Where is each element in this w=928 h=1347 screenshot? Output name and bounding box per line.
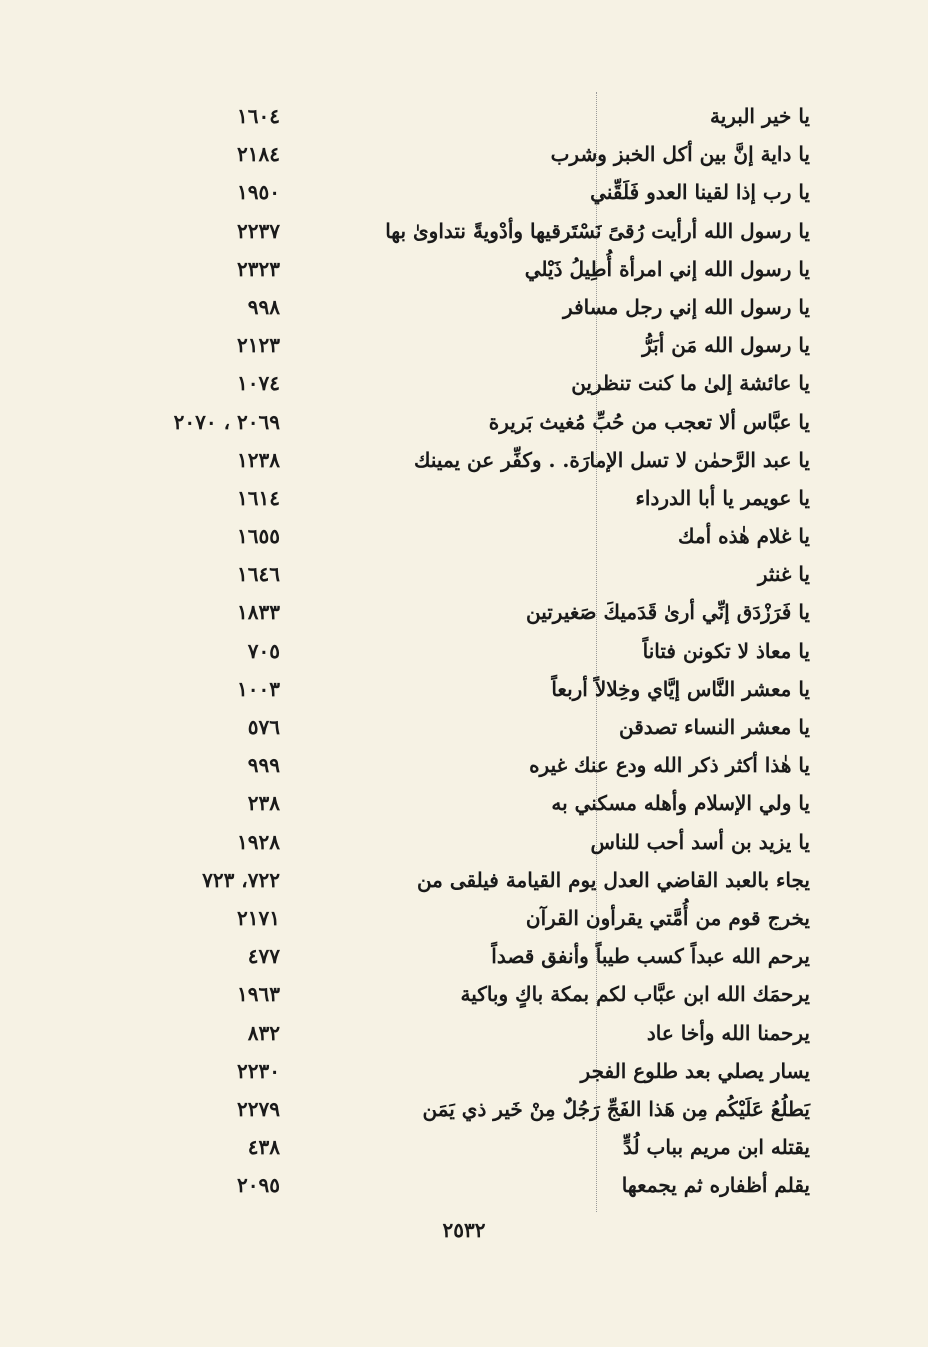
index-entry [0, 976, 928, 1014]
index-entry [0, 747, 928, 785]
index-entry [0, 1129, 928, 1167]
index-entry [0, 289, 928, 327]
index-entry [0, 824, 928, 862]
page-number: ٢٥٣٢ [442, 1218, 486, 1242]
entry-phrase: يا رسول الله إني رجل مسافر [563, 294, 810, 319]
entry-phrase: يا عبَّاس ألا تعجب من حُبِّ مُغيث بَريرة [488, 409, 810, 434]
entry-phrase: يا غلام هٰذه أمك [678, 524, 810, 549]
entry-reference: ١٦١٤ [237, 485, 280, 510]
entry-reference: ٧٠٥ [247, 638, 280, 663]
entry-phrase: يَطلُعُ عَلَيْكُم مِن هَذا الفَجِّ رَجُلٌ مِنْ خَير ذي يَمَن [422, 1096, 810, 1121]
index-entry [0, 1167, 928, 1205]
entry-reference: ٢١٢٣ [237, 333, 280, 358]
entry-phrase: يا رسول الله أرأيت رُقىً نَسْتَرقيها وأدْويةً نتداوىٰ بها [385, 218, 810, 243]
index-entries [0, 98, 928, 1205]
entry-phrase: يخرج قوم من أُمَّتي يقرأون القرآن [525, 905, 810, 930]
index-entry [0, 671, 928, 709]
index-entry [0, 633, 928, 671]
index-entry [0, 709, 928, 747]
entry-phrase: يا ولي الإسلام وأهله مسكني به [551, 791, 810, 816]
index-entry [0, 1053, 928, 1091]
index-entry [0, 404, 928, 442]
entry-reference: ٢٢٣٠ [237, 1058, 280, 1083]
index-entry [0, 327, 928, 365]
entry-phrase: يا معشر النَّاس إيَّاي وخِلالاً أربعاً [551, 676, 810, 701]
entry-phrase: يا معشر النساء تصدقن [618, 715, 810, 739]
entry-reference: ٢٢٣٧ [237, 218, 280, 243]
entry-phrase: يا فَرَزْدَق إنِّي أرىٰ قَدَميكَ صَغيرتين [525, 600, 810, 625]
entry-phrase: يا داية إنَّ بين أكل الخبز وشرب [550, 142, 810, 167]
entry-phrase: يقلم أظفاره ثم يجمعها [621, 1173, 810, 1198]
entry-reference: ١٩٦٣ [237, 982, 280, 1007]
entry-phrase: يا غنثر [757, 562, 810, 587]
index-entry [0, 136, 928, 174]
index-entry [0, 900, 928, 938]
entry-reference: ٢٠٦٩ ، ٢٠٧٠ [173, 409, 280, 434]
entry-reference: ٢١٨٤ [237, 142, 280, 167]
index-entry [0, 518, 928, 556]
entry-reference: ٤٣٨ [247, 1135, 280, 1160]
index-entry [0, 442, 928, 480]
entry-phrase: يا عبد الرَّحمٰن لا تسل الإمارَة. . وكفِّر عن يمينك [414, 447, 810, 472]
entry-reference: ١٦٤٦ [237, 562, 280, 587]
entry-reference: ١٠٧٤ [237, 371, 280, 396]
index-entry [0, 785, 928, 823]
entry-reference: ٢٣٢٣ [237, 256, 280, 281]
entry-reference: ٢٣٨ [247, 791, 280, 816]
entry-phrase: يا هٰذا أكثر ذكر الله ودع عنك غيره [529, 753, 810, 778]
entry-phrase: يا معاذ لا تكونن فتاناً [642, 638, 810, 663]
entry-phrase: يا رسول الله مَن أبَرُّ [642, 333, 810, 358]
entry-phrase: يرحمنا الله وأخا عاد [646, 1020, 810, 1045]
entry-reference: ٩٩٨ [247, 294, 280, 319]
entry-reference: ١٠٠٣ [237, 676, 280, 701]
entry-reference: ١٩٥٠ [237, 180, 280, 205]
entry-reference: ٢١٧١ [237, 905, 280, 930]
entry-reference: ١٩٢٨ [237, 829, 280, 854]
index-entry [0, 1015, 928, 1053]
entry-reference: ٨٣٢ [247, 1020, 280, 1045]
index-entry [0, 938, 928, 976]
index-entry [0, 213, 928, 251]
entry-phrase: يسار يصلي بعد طلوع الفجر [580, 1058, 810, 1083]
entry-phrase: يجاء بالعبد القاضي العدل يوم القيامة فيلقى من [416, 867, 810, 892]
entry-phrase: يرحم الله عبداً كسب طيباً وأنفق قصداً [491, 944, 810, 969]
entry-reference: ٢٢٧٩ [237, 1096, 280, 1121]
entry-reference: ٢٠٩٥ [237, 1173, 280, 1198]
entry-phrase: يا عائشة إلىٰ ما كنت تنظرين [571, 371, 810, 396]
index-entry [0, 862, 928, 900]
index-entry [0, 556, 928, 594]
entry-reference: ١٦٥٥ [237, 524, 280, 549]
entry-phrase: يا يزيد بن أسد أحب للناس [590, 829, 810, 854]
index-entry [0, 480, 928, 518]
index-entry [0, 1091, 928, 1129]
entry-reference: ١٨٣٣ [237, 600, 280, 625]
entry-reference: ١٢٣٨ [237, 447, 280, 472]
entry-reference: ٧٢٢، ٧٢٣ [202, 867, 280, 892]
index-entry [0, 174, 928, 212]
entry-phrase: يا رسول الله إني امرأة أُطِيلُ ذَيْلي [524, 256, 810, 281]
index-entry [0, 251, 928, 289]
index-entry [0, 594, 928, 632]
entry-phrase: يقتله ابن مريم بباب لُدٍّ [622, 1135, 810, 1160]
index-entry [0, 365, 928, 403]
entry-reference: ٩٩٩ [247, 753, 280, 778]
index-entry [0, 98, 928, 136]
entry-reference: ٤٧٧ [247, 944, 280, 969]
entry-phrase: يا خير البرية [709, 104, 810, 128]
entry-phrase: يرحمَك الله ابن عبَّاب لكم بمكة باكٍ وباكية [460, 982, 810, 1007]
entry-reference: ٥٧٦ [247, 715, 280, 739]
entry-reference: ١٦٠٤ [237, 104, 280, 128]
entry-phrase: يا رب إذا لقينا العدو فَلَقِّني [590, 180, 810, 205]
entry-phrase: يا عويمر يا أبا الدرداء [635, 485, 810, 510]
